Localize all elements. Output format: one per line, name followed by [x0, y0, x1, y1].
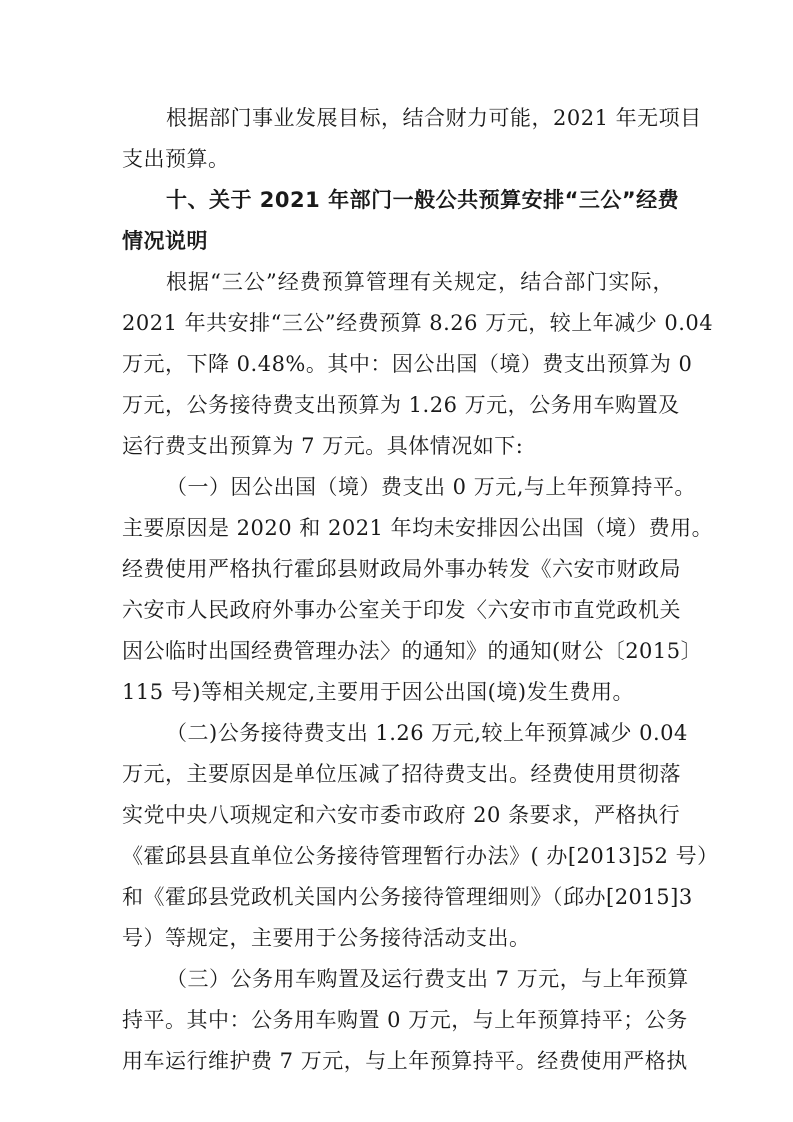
paragraph-line: （一）因公出国（境）费支出 0 万元,与上年预算持平。: [166, 475, 696, 499]
paragraph-line: 根据部门事业发展目标，结合财力可能，2021 年无项目: [166, 106, 702, 130]
paragraph-line: 因公临时出国经费管理办法〉的通知》的通知(财公〔2015〕: [122, 639, 703, 663]
paragraph-line: 支出预算。: [122, 147, 230, 171]
paragraph-line: 万元，下降 0.48%。其中：因公出国（境）费支出预算为 0: [122, 352, 693, 376]
paragraph-line: 万元，主要原因是单位压减了招待费支出。经费使用贯彻落: [122, 762, 681, 786]
paragraph-line: 和《霍邱县党政机关国内公务接待管理细则》（邱办[2015]3: [122, 885, 693, 909]
paragraph-line: 主要原因是 2020 和 2021 年均未安排因公出国（境）费用。: [122, 516, 714, 540]
paragraph-line: 115 号)等相关规定,主要用于因公出国(境)发生费用。: [122, 680, 635, 704]
paragraph-line: 实党中央八项规定和六安市委市政府 20 条要求，严格执行: [122, 803, 681, 827]
paragraph-line: 万元，公务接待费支出预算为 1.26 万元，公务用车购置及: [122, 393, 680, 417]
paragraph-line: 号）等规定，主要用于公务接待活动支出。: [122, 926, 531, 950]
paragraph-line: 2021 年共安排“三公”经费预算 8.26 万元，较上年减少 0.04: [122, 311, 714, 335]
paragraph-line: 用车运行维护费 7 万元，与上年预算持平。经费使用严格执: [122, 1049, 688, 1073]
paragraph-line: 《霍邱县县直单位公务接待管理暂行办法》( 办[2013]52 号）: [122, 844, 719, 868]
paragraph-line: 持平。其中：公务用车购置 0 万元，与上年预算持平；公务: [122, 1008, 688, 1032]
section-heading: 情况说明: [122, 229, 208, 253]
section-heading: 十、关于 2021 年部门一般公共预算安排“三公”经费: [166, 188, 680, 212]
paragraph-line: 六安市人民政府外事办公室关于印发〈六安市市直党政机关: [122, 598, 681, 622]
paragraph-line: （三）公务用车购置及运行费支出 7 万元，与上年预算: [166, 967, 689, 991]
paragraph-line: 运行费支出预算为 7 万元。具体情况如下:: [122, 434, 524, 458]
paragraph-line: 根据“三公”经费预算管理有关规定，结合部门实际，: [166, 270, 674, 294]
paragraph-line: （二)公务接待费支出 1.26 万元,较上年预算减少 0.04: [166, 721, 688, 745]
paragraph-line: 经费使用严格执行霍邱县财政局外事办转发《六安市财政局: [122, 557, 681, 581]
